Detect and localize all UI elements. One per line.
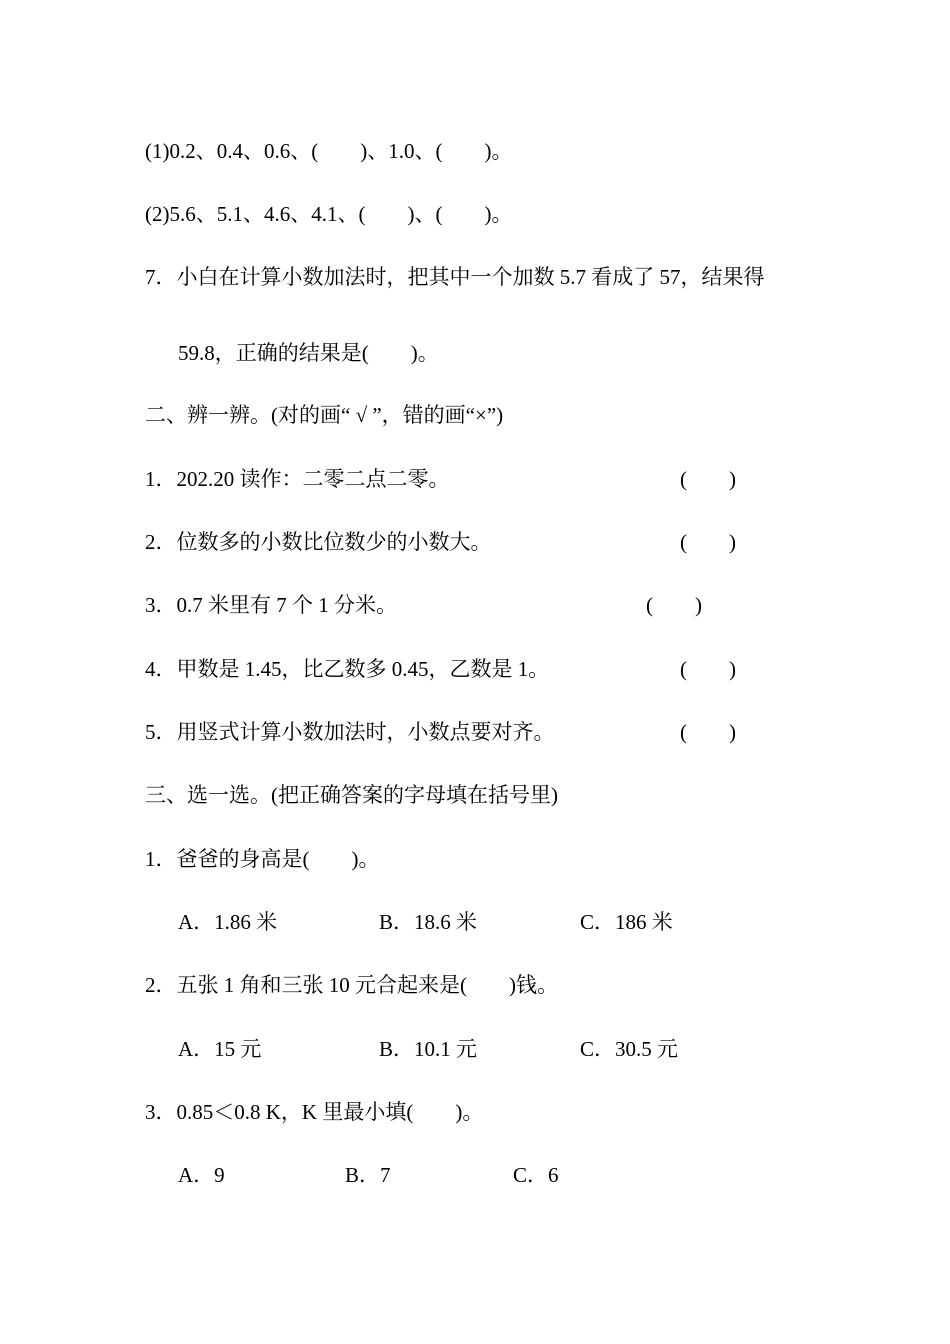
judge-item-5: 5．用竖式计算小数加法时，小数点要对齐。: [145, 720, 555, 744]
choice-question-2-option-a[interactable]: A．15 元: [178, 1037, 262, 1061]
section-3-heading: 三、选一选。(把正确答案的字母填在括号里): [145, 783, 558, 807]
choice-question-1-option-b[interactable]: B．18.6 米: [379, 910, 478, 934]
choice-question-1-stem: 1．爸爸的身高是( )。: [145, 847, 380, 871]
choice-question-1-option-c[interactable]: C．186 米: [580, 910, 673, 934]
judge-item-4: 4．甲数是 1.45，比乙数多 0.45，乙数是 1。: [145, 657, 550, 681]
judge-item-3: 3．0.7 米里有 7 个 1 分米。: [145, 593, 397, 617]
judge-item-5-answer-blank[interactable]: ( ): [680, 720, 736, 744]
choice-question-1-option-a[interactable]: A．1.86 米: [178, 910, 278, 934]
judge-item-2: 2．位数多的小数比位数少的小数大。: [145, 530, 492, 554]
choice-question-2-option-b[interactable]: B．10.1 元: [379, 1037, 478, 1061]
sequence-question-2: (2)5.6、5.1、4.6、4.1、( )、( )。: [145, 202, 513, 226]
choice-question-2-stem: 2．五张 1 角和三张 10 元合起来是( )钱。: [145, 973, 558, 997]
question-7-line-1: 7．小白在计算小数加法时，把其中一个加数 5.7 看成了 57，结果得: [145, 265, 765, 289]
choice-question-3-option-b[interactable]: B．7: [345, 1163, 391, 1187]
judge-item-2-answer-blank[interactable]: ( ): [680, 530, 736, 554]
choice-question-2-option-c[interactable]: C．30.5 元: [580, 1037, 679, 1061]
judge-item-4-answer-blank[interactable]: ( ): [680, 657, 736, 681]
choice-question-3-option-c[interactable]: C．6: [513, 1163, 559, 1187]
judge-item-1: 1．202.20 读作：二零二点二零。: [145, 467, 450, 491]
judge-item-3-answer-blank[interactable]: ( ): [646, 593, 702, 617]
choice-question-3-stem: 3．0.85＜0.8 K，K 里最小填( )。: [145, 1100, 484, 1124]
choice-question-3-option-a[interactable]: A．9: [178, 1163, 225, 1187]
section-2-heading: 二、辨一辨。(对的画“ √ ”，错的画“×”): [145, 403, 504, 427]
question-7-line-2: 59.8，正确的结果是( )。: [178, 341, 439, 365]
sequence-question-1: (1)0.2、0.4、0.6、( )、1.0、( )。: [145, 139, 513, 163]
judge-item-1-answer-blank[interactable]: ( ): [680, 467, 736, 491]
